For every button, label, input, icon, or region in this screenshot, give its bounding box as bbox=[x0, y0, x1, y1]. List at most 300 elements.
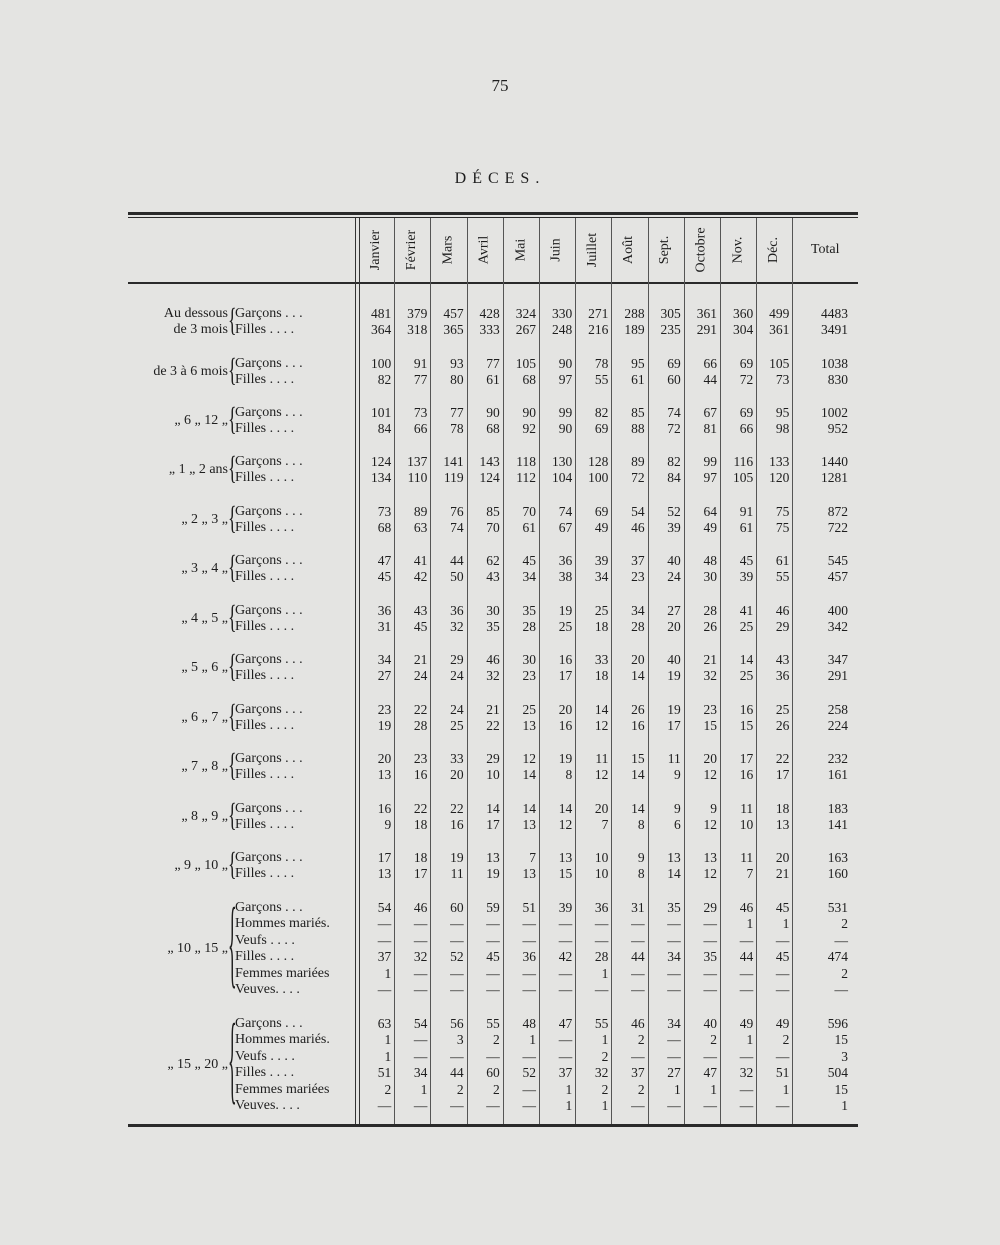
table-cell: 39 bbox=[594, 553, 609, 568]
table-cell: 26 bbox=[631, 702, 645, 717]
table-cell: 31 bbox=[377, 619, 392, 635]
table-cell: 48 bbox=[522, 1016, 536, 1031]
table-cell: 44 bbox=[631, 949, 645, 965]
table-cell: 66 bbox=[703, 356, 717, 371]
table-cell: 318 bbox=[407, 322, 428, 338]
total-cell: — bbox=[834, 932, 848, 948]
table-cell: 13 bbox=[486, 850, 500, 865]
table-cell: 48 bbox=[703, 553, 717, 568]
table-cell: 41 bbox=[413, 553, 428, 568]
total-cell: 722 bbox=[827, 520, 848, 536]
table-cell: 14 bbox=[486, 801, 500, 816]
total-cell: 3491 bbox=[820, 322, 848, 338]
age-group-label bbox=[128, 1057, 228, 1073]
table-cell: 13 bbox=[522, 866, 536, 882]
table-cell: 34 bbox=[413, 1065, 428, 1081]
table-cell: 33 bbox=[450, 751, 464, 766]
table-cell: 14 bbox=[522, 767, 536, 783]
table-cell: 50 bbox=[450, 569, 464, 585]
month-header-label: Déc. bbox=[766, 236, 782, 264]
table-cell: — bbox=[594, 982, 609, 997]
total-cell: 232 bbox=[827, 751, 848, 766]
table-top-rule bbox=[128, 212, 858, 215]
table-cell: 49 bbox=[594, 520, 609, 536]
row-label: Femmes mariées bbox=[235, 965, 330, 981]
table-cell: 36 bbox=[377, 603, 392, 618]
table-cell: 16 bbox=[413, 767, 428, 783]
row-label: Garçons . . . bbox=[235, 454, 303, 469]
table-cell: 46 bbox=[631, 520, 645, 536]
table-cell: 42 bbox=[558, 949, 573, 965]
table-cell: 42 bbox=[413, 569, 428, 585]
total-cell: 474 bbox=[827, 949, 848, 965]
table-cell: 32 bbox=[450, 619, 464, 635]
table-cell: 14 bbox=[594, 702, 609, 717]
table-cell: 98 bbox=[775, 421, 790, 437]
table-cell: 37 bbox=[631, 1065, 645, 1081]
table-cell: 97 bbox=[558, 372, 573, 388]
table-cell: 72 bbox=[667, 421, 681, 437]
table-cell: 28 bbox=[594, 949, 609, 965]
row-label: Hommes mariés. bbox=[235, 1032, 330, 1048]
table-cell: 45 bbox=[775, 949, 790, 965]
total-cell: 1 bbox=[841, 1098, 848, 1113]
age-group-label bbox=[128, 611, 228, 627]
age-group-label-line: „ 6 „ 7 „ bbox=[181, 710, 228, 726]
table-cell: 66 bbox=[739, 421, 754, 437]
table-cell: 116 bbox=[733, 454, 754, 469]
table-cell: 34 bbox=[522, 569, 536, 585]
month-header bbox=[720, 218, 756, 282]
table-cell: 46 bbox=[739, 900, 754, 915]
table-cell: 105 bbox=[769, 356, 790, 371]
table-cell: 10 bbox=[594, 866, 609, 882]
table-cell: 15 bbox=[558, 866, 573, 882]
table-cell: 361 bbox=[696, 306, 717, 321]
row-label: Femmes mariées bbox=[235, 1081, 330, 1097]
table-cell: 37 bbox=[631, 553, 645, 568]
table-cell: — bbox=[703, 965, 717, 981]
total-cell: 141 bbox=[827, 817, 848, 833]
row-label: Garçons . . . bbox=[235, 652, 303, 667]
table-cell: — bbox=[667, 982, 681, 997]
table-cell: — bbox=[667, 1048, 681, 1064]
table-cell: 55 bbox=[594, 1016, 609, 1031]
table-cell: 54 bbox=[413, 1016, 428, 1031]
table-cell: — bbox=[522, 916, 536, 932]
table-cell: 30 bbox=[703, 569, 717, 585]
table-cell: 1 bbox=[601, 1032, 609, 1048]
table-cell: 21 bbox=[775, 866, 790, 882]
table-cell: 16 bbox=[739, 767, 754, 783]
table-cell: 72 bbox=[739, 372, 754, 388]
table-cell: 118 bbox=[516, 454, 536, 469]
table-cell: 93 bbox=[450, 356, 464, 371]
table-cell: 40 bbox=[667, 652, 681, 667]
table-cell: 130 bbox=[551, 454, 573, 469]
table-cell: 77 bbox=[413, 372, 428, 388]
table-cell: 70 bbox=[522, 504, 536, 519]
table-cell: 34 bbox=[631, 603, 645, 618]
table-cell: 73 bbox=[377, 504, 392, 519]
table-cell: 235 bbox=[660, 322, 681, 338]
table-cell: 20 bbox=[450, 767, 464, 783]
table-cell: 91 bbox=[413, 356, 428, 371]
table-cell: 15 bbox=[703, 718, 717, 734]
table-cell: 61 bbox=[631, 372, 645, 388]
table-cell: — bbox=[486, 965, 500, 981]
table-cell: 20 bbox=[558, 702, 573, 717]
table-cell: — bbox=[703, 932, 717, 948]
table-cell: 78 bbox=[594, 356, 609, 371]
table-cell: 40 bbox=[703, 1016, 717, 1031]
table-cell: — bbox=[667, 965, 681, 981]
age-group-label-line: „ 3 „ 4 „ bbox=[181, 561, 228, 577]
brace-icon: { bbox=[228, 548, 237, 585]
table-cell: 32 bbox=[413, 949, 428, 965]
table-cell: — bbox=[522, 1098, 536, 1113]
table-cell: 55 bbox=[486, 1016, 500, 1031]
table-cell: 12 bbox=[522, 751, 536, 766]
table-cell: 324 bbox=[515, 306, 536, 321]
table-cell: 330 bbox=[551, 306, 573, 321]
row-label: Filles . . . . bbox=[235, 718, 295, 734]
table-cell: 29 bbox=[450, 652, 464, 667]
table-cell: 13 bbox=[377, 767, 392, 783]
table-cell: — bbox=[413, 932, 428, 948]
table-cell: 80 bbox=[450, 372, 464, 388]
table-cell: 20 bbox=[631, 652, 645, 667]
table-cell: 76 bbox=[450, 504, 464, 519]
table-cell: 92 bbox=[522, 421, 536, 437]
table-cell: 45 bbox=[775, 900, 790, 915]
table-cell: 35 bbox=[667, 900, 681, 915]
table-cell: 19 bbox=[377, 718, 392, 734]
table-cell: — bbox=[486, 932, 500, 948]
table-cell: 43 bbox=[486, 569, 500, 585]
total-cell: 163 bbox=[827, 850, 848, 865]
age-group-label bbox=[128, 809, 228, 825]
table-cell: — bbox=[450, 916, 464, 932]
row-label: Garçons . . . bbox=[235, 504, 303, 519]
table-cell: 25 bbox=[739, 619, 754, 635]
table-cell: 68 bbox=[522, 372, 536, 388]
age-group-label-line: „ 1 „ 2 ans bbox=[168, 462, 228, 478]
table-cell: 17 bbox=[739, 751, 754, 766]
table-cell: — bbox=[703, 982, 717, 997]
table-cell: 2 bbox=[493, 1032, 500, 1048]
row-label: Veufs . . . . bbox=[235, 1048, 295, 1064]
table-cell: 41 bbox=[739, 603, 754, 618]
brace-icon: { bbox=[228, 796, 237, 833]
table-cell: 17 bbox=[667, 718, 681, 734]
table-cell: 8 bbox=[565, 767, 573, 783]
table-cell: 30 bbox=[486, 603, 500, 618]
brace-icon: { bbox=[228, 499, 237, 536]
table-cell: 13 bbox=[522, 817, 536, 833]
month-header bbox=[394, 218, 430, 282]
table-cell: 59 bbox=[486, 900, 500, 915]
table-cell: 25 bbox=[594, 603, 609, 618]
table-cell: — bbox=[667, 916, 681, 932]
table-cell: 267 bbox=[515, 322, 536, 338]
row-label: Filles . . . . bbox=[235, 949, 295, 965]
total-cell: 161 bbox=[827, 767, 848, 783]
table-cell: 10 bbox=[739, 817, 754, 833]
table-cell: 66 bbox=[413, 421, 428, 437]
table-cell: 105 bbox=[515, 356, 536, 371]
total-cell: 15 bbox=[834, 1081, 848, 1097]
table-cell: 90 bbox=[486, 405, 500, 420]
table-cell: 9 bbox=[674, 801, 681, 816]
month-header bbox=[430, 218, 466, 282]
table-cell: — bbox=[522, 1081, 536, 1097]
month-header-label: Janvier bbox=[368, 229, 384, 271]
age-group-label bbox=[128, 941, 228, 957]
table-cell: — bbox=[486, 1048, 500, 1064]
table-cell: 81 bbox=[703, 421, 717, 437]
table-cell: 2 bbox=[456, 1081, 464, 1097]
table-cell: 13 bbox=[667, 850, 681, 865]
table-cell: — bbox=[450, 1098, 464, 1113]
total-cell: 545 bbox=[827, 553, 848, 568]
table-cell: 95 bbox=[631, 356, 645, 371]
table-cell: — bbox=[377, 916, 392, 932]
table-cell: 365 bbox=[443, 322, 464, 338]
table-cell: — bbox=[594, 916, 609, 932]
age-group-label bbox=[128, 364, 228, 380]
table-cell: 12 bbox=[703, 817, 717, 833]
table-cell: — bbox=[413, 916, 428, 932]
table-cell: 35 bbox=[703, 949, 717, 965]
table-cell: 216 bbox=[588, 322, 609, 338]
row-label: Veuves. . . . bbox=[235, 1098, 300, 1113]
table-cell: 14 bbox=[558, 801, 573, 816]
table-cell: — bbox=[413, 982, 428, 997]
table-cell: 1 bbox=[384, 965, 392, 981]
table-cell: 99 bbox=[703, 454, 717, 469]
table-cell: 44 bbox=[450, 1065, 464, 1081]
table-cell: 39 bbox=[739, 569, 754, 585]
table-cell: 16 bbox=[377, 801, 392, 816]
table-cell: 73 bbox=[775, 372, 790, 388]
table-cell: — bbox=[775, 932, 790, 948]
table-cell: — bbox=[558, 982, 573, 997]
month-header-label: Avril bbox=[476, 235, 492, 265]
table-cell: — bbox=[486, 982, 500, 997]
table-cell: 10 bbox=[594, 850, 609, 865]
table-cell: 45 bbox=[413, 619, 428, 635]
row-label: Garçons . . . bbox=[235, 405, 303, 420]
table-cell: — bbox=[775, 982, 790, 997]
table-cell: 26 bbox=[703, 619, 717, 635]
row-label: Filles . . . . bbox=[235, 619, 295, 635]
table-cell: 18 bbox=[413, 850, 428, 865]
table-cell: 55 bbox=[594, 372, 609, 388]
table-cell: 46 bbox=[775, 603, 790, 618]
table-cell: 9 bbox=[384, 817, 392, 833]
table-header-rule bbox=[128, 282, 858, 284]
row-label: Filles . . . . bbox=[235, 767, 295, 783]
table-cell: 26 bbox=[775, 718, 790, 734]
table-cell: 2 bbox=[782, 1032, 790, 1048]
table-cell: 60 bbox=[486, 1065, 500, 1081]
total-cell: 2 bbox=[841, 965, 848, 981]
table-cell: 47 bbox=[558, 1016, 573, 1031]
table-cell: 75 bbox=[775, 520, 790, 536]
table-cell: 100 bbox=[370, 356, 392, 371]
table-cell: 12 bbox=[594, 718, 609, 734]
table-cell: 1 bbox=[601, 1098, 609, 1113]
month-header bbox=[503, 218, 539, 282]
table-cell: 11 bbox=[450, 866, 464, 882]
table-bottom-rule bbox=[128, 1124, 858, 1127]
table-cell: 360 bbox=[732, 306, 754, 321]
month-header-label: Mai bbox=[512, 238, 528, 262]
table-cell: 128 bbox=[588, 454, 609, 469]
table-cell: 23 bbox=[631, 569, 645, 585]
table-cell: 27 bbox=[667, 603, 681, 618]
table-cell: 46 bbox=[631, 1016, 645, 1031]
table-cell: — bbox=[413, 965, 428, 981]
table-cell: — bbox=[594, 932, 609, 948]
table-cell: 36 bbox=[775, 668, 790, 684]
table-cell: 100 bbox=[588, 470, 609, 486]
table-cell: 78 bbox=[450, 421, 464, 437]
table-cell: 54 bbox=[631, 504, 645, 519]
table-cell: 16 bbox=[558, 718, 573, 734]
table-cell: 1 bbox=[384, 1032, 392, 1048]
total-cell: 2 bbox=[841, 916, 848, 932]
row-label: Veuves. . . . bbox=[235, 982, 300, 997]
table-cell: 35 bbox=[486, 619, 500, 635]
total-cell: 596 bbox=[827, 1016, 848, 1031]
table-cell: 52 bbox=[667, 504, 681, 519]
table-cell: 499 bbox=[769, 306, 790, 321]
table-cell: 1 bbox=[674, 1081, 681, 1097]
table-cell: 84 bbox=[667, 470, 681, 486]
table-cell: 32 bbox=[703, 668, 717, 684]
total-cell: 4483 bbox=[820, 306, 848, 321]
table-cell: — bbox=[631, 1048, 645, 1064]
table-cell: 63 bbox=[413, 520, 428, 536]
table-cell: 36 bbox=[522, 949, 536, 965]
table-cell: 2 bbox=[710, 1032, 717, 1048]
table-cell: 14 bbox=[667, 866, 681, 882]
row-label: Filles . . . . bbox=[235, 520, 295, 536]
table-cell: 364 bbox=[370, 322, 392, 338]
table-cell: — bbox=[522, 1048, 536, 1064]
table-cell: 17 bbox=[413, 866, 428, 882]
table-cell: 46 bbox=[413, 900, 428, 915]
age-group-label-line: „ 8 „ 9 „ bbox=[181, 809, 228, 825]
table-cell: 248 bbox=[551, 322, 573, 338]
table-cell: 23 bbox=[377, 702, 392, 717]
total-cell: 952 bbox=[827, 421, 848, 437]
total-cell: 872 bbox=[827, 504, 848, 519]
table-cell: 14 bbox=[631, 668, 645, 684]
table-cell: 44 bbox=[739, 949, 754, 965]
table-cell: — bbox=[631, 982, 645, 997]
table-cell: 49 bbox=[703, 520, 717, 536]
total-cell: 342 bbox=[827, 619, 848, 635]
age-group-label-line: Au dessous bbox=[163, 306, 228, 322]
age-group-label-line: de 3 à 6 mois bbox=[153, 364, 228, 380]
table-cell: 110 bbox=[407, 470, 428, 486]
total-cell: 1038 bbox=[820, 356, 848, 371]
brace-icon: { bbox=[228, 888, 237, 998]
table-cell: 69 bbox=[667, 356, 681, 371]
table-cell: 34 bbox=[594, 569, 609, 585]
table-cell: 104 bbox=[551, 470, 573, 486]
table-cell: 19 bbox=[558, 751, 573, 766]
table-cell: 8 bbox=[637, 866, 645, 882]
table-cell: 51 bbox=[522, 900, 536, 915]
table-cell: 11 bbox=[740, 850, 754, 865]
table-cell: 17 bbox=[558, 668, 573, 684]
total-cell: 1281 bbox=[820, 470, 848, 486]
table-cell: 20 bbox=[377, 751, 392, 766]
table-cell: 2 bbox=[637, 1032, 645, 1048]
table-cell: — bbox=[631, 965, 645, 981]
table-cell: 22 bbox=[413, 801, 428, 816]
table-cell: 16 bbox=[631, 718, 645, 734]
age-group-label-line: „ 10 „ 15 „ bbox=[167, 941, 228, 957]
table-cell: 97 bbox=[703, 470, 717, 486]
table-cell: 20 bbox=[775, 850, 790, 865]
table-cell: — bbox=[522, 982, 536, 997]
age-group-label-line: „ 6 „ 12 „ bbox=[174, 413, 228, 429]
table-cell: 85 bbox=[631, 405, 645, 420]
row-label: Filles . . . . bbox=[235, 668, 295, 684]
table-cell: 28 bbox=[522, 619, 536, 635]
table-cell: 46 bbox=[486, 652, 500, 667]
table-cell: 9 bbox=[637, 850, 645, 865]
table-cell: 74 bbox=[450, 520, 464, 536]
table-cell: 72 bbox=[631, 470, 645, 486]
table-cell: — bbox=[450, 965, 464, 981]
table-cell: 82 bbox=[377, 372, 392, 388]
table-cell: 39 bbox=[667, 520, 681, 536]
row-label: Garçons . . . bbox=[235, 306, 303, 321]
month-header-label: Mars bbox=[440, 235, 456, 265]
table-cell: 1 bbox=[384, 1048, 392, 1064]
table-cell: 12 bbox=[703, 866, 717, 882]
table-cell: 90 bbox=[522, 405, 536, 420]
table-cell: 13 bbox=[522, 718, 536, 734]
table-cell: 1 bbox=[565, 1098, 573, 1113]
table-cell: — bbox=[486, 916, 500, 932]
table-cell: 119 bbox=[443, 470, 464, 486]
row-label: Filles . . . . bbox=[235, 372, 295, 388]
table-cell: 141 bbox=[443, 454, 464, 469]
month-header bbox=[467, 218, 503, 282]
table-cell: 11 bbox=[667, 751, 681, 766]
table-cell: 52 bbox=[522, 1065, 536, 1081]
table-cell: — bbox=[558, 932, 573, 948]
table-cell: 91 bbox=[739, 504, 754, 519]
table-cell: 8 bbox=[637, 817, 645, 833]
table-cell: 74 bbox=[558, 504, 573, 519]
table-cell: 89 bbox=[631, 454, 645, 469]
table-cell: 28 bbox=[703, 603, 717, 618]
table-cell: 22 bbox=[413, 702, 428, 717]
page-number: 75 bbox=[491, 76, 509, 95]
table-cell: 75 bbox=[775, 504, 790, 519]
table-cell: — bbox=[667, 1032, 681, 1048]
table-cell: — bbox=[377, 982, 392, 997]
table-cell: 68 bbox=[377, 520, 392, 536]
